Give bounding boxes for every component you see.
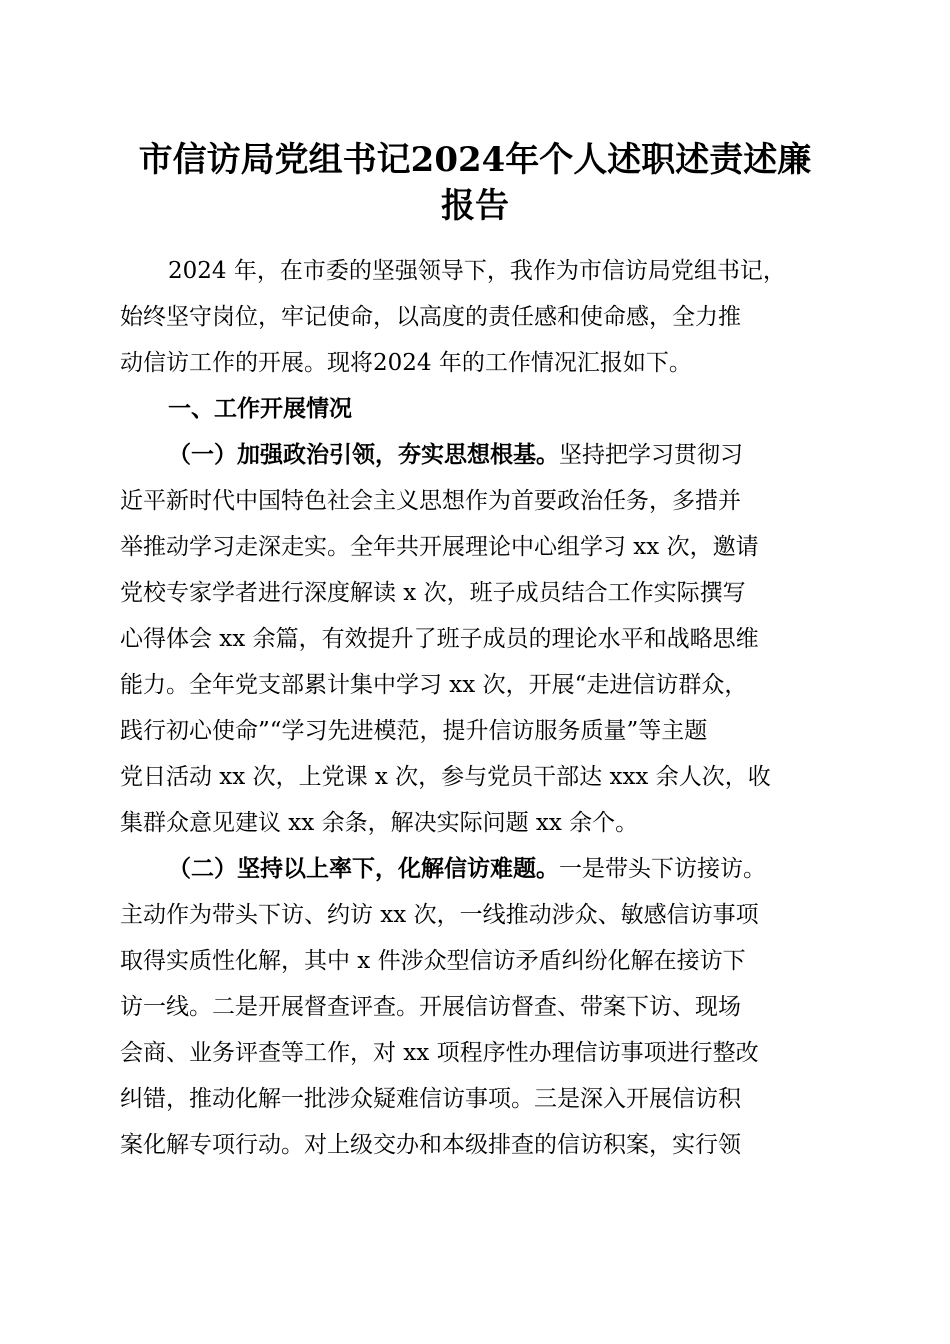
paragraph-line: 践行初心使命”“学习先进模范，提升信访服务质量”等主题: [120, 718, 708, 744]
paragraph-line: 举推动学习走深走实。全年共开展理论中心组学习 xx 次，邀请: [120, 534, 759, 560]
intro-line: 2024 年，在市委的坚强领导下，我作为市信访局党组书记，: [168, 258, 786, 284]
paragraph-line: 党日活动 xx 次，上党课 x 次，参与党员干部达 xxx 余人次，收: [120, 764, 771, 790]
paragraph-line: 取得实质性化解，其中 x 件涉众型信访矛盾纠纷化解在接访下: [120, 948, 746, 974]
subsection-2-heading: （二）坚持以上率下，化解信访难题。: [168, 855, 559, 882]
document-title-line-2: 报告: [441, 186, 509, 226]
section-heading: 一、工作开展情况: [168, 396, 352, 422]
intro-line: 动信访工作的开展。现将2024 年的工作情况汇报如下。: [120, 350, 692, 376]
intro-line: 始终坚守岗位，牢记使命，以高度的责任感和使命感，全力推: [120, 304, 741, 330]
paragraph-line: 会商、业务评查等工作，对 xx 项程序性办理信访事项进行整改: [120, 1040, 759, 1066]
subsection-2-first-line: [168, 854, 766, 884]
paragraph-line: 集群众意见建议 xx 余条，解决实际问题 xx 余个。: [120, 810, 639, 836]
paragraph-line: 心得体会 xx 余篇，有效提升了班子成员的理论水平和战略思维: [120, 626, 759, 652]
subsection-2-text: 一是带头下访接访。: [559, 856, 766, 882]
paragraph-line: 党校专家学者进行深度解读 x 次，班子成员结合工作实际撰写: [120, 580, 746, 606]
paragraph-line: 能力。全年党支部累计集中学习 xx 次，开展“走进信访群众，: [120, 672, 748, 698]
paragraph-line: 纠错，推动化解一批涉众疑难信访事项。三是深入开展信访积: [120, 1086, 741, 1112]
paragraph-line: 案化解专项行动。对上级交办和本级排查的信访积案，实行领: [120, 1132, 741, 1158]
paragraph-line: 访一线。二是开展督查评查。开展信访督查、带案下访、现场: [120, 994, 741, 1020]
subsection-1-first-line: [168, 440, 743, 470]
paragraph-line: 主动作为带头下访、约访 xx 次，一线推动涉众、敏感信访事项: [120, 902, 759, 928]
subsection-1-heading: （一）加强政治引领，夯实思想根基。: [168, 441, 559, 468]
paragraph-line: 近平新时代中国特色社会主义思想作为首要政治任务，多措并: [120, 488, 741, 514]
subsection-1-text: 坚持把学习贯彻习: [559, 442, 743, 468]
document-title-line-1: 市信访局党组书记2024年个人述职述责述廉: [138, 140, 812, 180]
